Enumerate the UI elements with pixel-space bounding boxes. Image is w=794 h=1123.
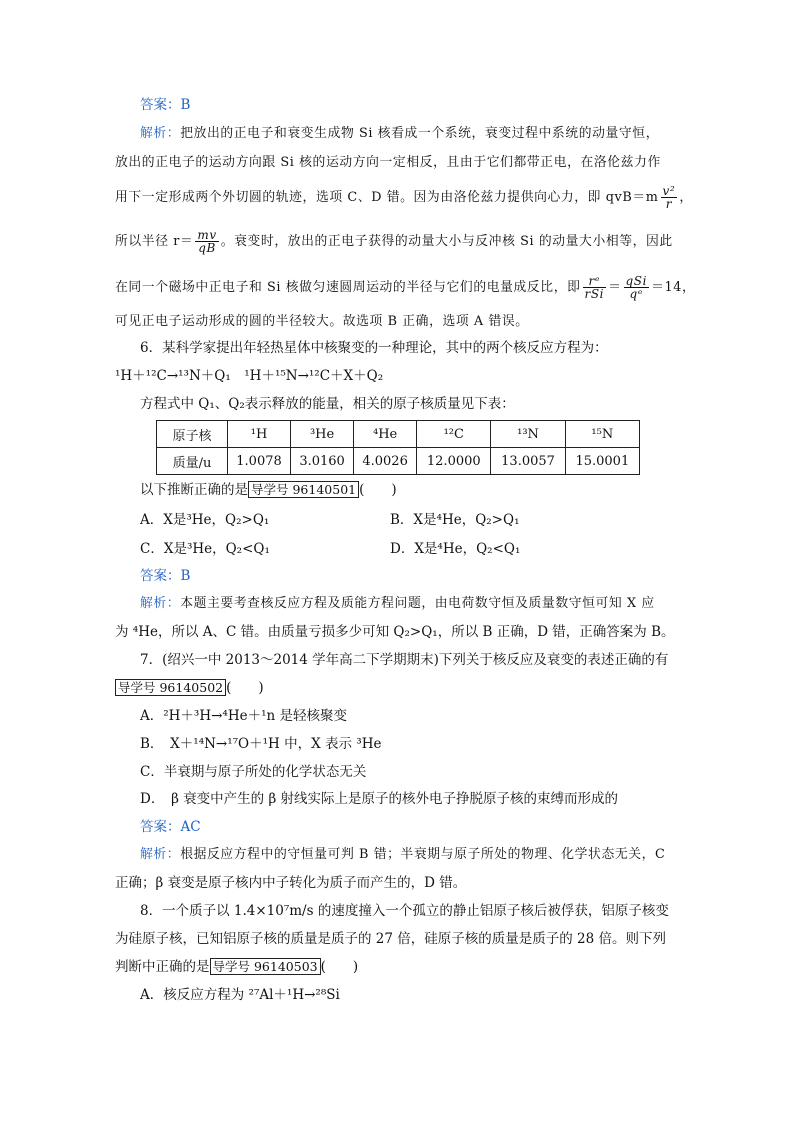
- guide-number-link[interactable]: 导学号 96140503: [210, 958, 321, 975]
- table-header-cell: 原子核: [157, 421, 228, 448]
- answer-label: 答案：: [140, 568, 181, 584]
- table-cell: ³He: [291, 421, 354, 448]
- option-a: A．X是³He，Q₂>Q₁: [140, 512, 270, 528]
- q6-stem: 6．某科学家提出年轻热星体中核聚变的一种理论，其中的两个核反应方程为：: [140, 340, 608, 356]
- explanation-text: 。衰变时，放出的正电子获得的动量大小与反冲核 Si 的动量大小相等，因此: [220, 234, 673, 249]
- question-text: 判断中正确的是: [115, 959, 210, 975]
- q5-explanation-line-2: [115, 153, 685, 173]
- answer-value: B: [180, 568, 191, 584]
- fraction-re-over-rsi: [583, 275, 607, 300]
- answer-label: 答案：: [140, 97, 181, 113]
- answer-blank: ( ): [320, 959, 359, 975]
- q8-option-a: A．核反应方程为 ²⁷Al＋¹H→²⁸Si: [140, 987, 340, 1003]
- q7-explanation-line-1: [140, 845, 710, 865]
- explanation-text: 根据反应方程中的守恒量可判 B 错；半衰期与原子所处的物理、化学状态无关，C: [180, 847, 666, 862]
- frac-denominator: r: [665, 197, 673, 211]
- frac-denominator: qᵉ: [629, 287, 644, 301]
- explanation-label: 解析：: [140, 596, 181, 611]
- q7-option-b: B． X＋¹⁴N→¹⁷O＋¹H 中，X 表示 ³He: [140, 736, 382, 752]
- q5-explanation-line-1: [140, 124, 710, 144]
- explanation-text: 用下一定形成两个外切圆的轨迹，选项 C、D 错。因为由洛伦兹力提供向心力，即 qvB＝m: [115, 190, 659, 205]
- q5-explanation-line-4: [115, 229, 685, 254]
- fraction-mv-over-qb: [195, 229, 218, 254]
- table-header-cell: 质量/u: [157, 448, 228, 475]
- q5-answer: [140, 95, 710, 115]
- q7-option-d: D． β 衰变中产生的 β 射线实际上是原子的核外电子挣脱原子核的束缚而形成的: [140, 791, 619, 807]
- fraction-qsi-over-qe: [624, 275, 650, 300]
- guide-number-link[interactable]: 导学号 96140502: [115, 679, 226, 696]
- q6-options-row-1: [140, 510, 680, 530]
- table-cell: ¹⁵N: [565, 421, 639, 448]
- option-c: C．X是³He，Q₂<Q₁: [140, 541, 270, 557]
- nuclei-mass-table: [156, 420, 640, 475]
- q7-stem: 7．(绍兴一中 2013～2014 学年高二下学期期末)下列关于核反应及衰变的表述正确的有: [140, 652, 669, 668]
- table-cell: 1.0078: [228, 448, 291, 475]
- table-cell: 13.0057: [491, 448, 565, 475]
- frac-numerator: v²: [662, 184, 676, 198]
- answer-blank: ( ): [226, 680, 264, 696]
- q6-table-intro: 方程式中 Q₁、Q₂表示释放的能量，相关的原子核质量见下表：: [140, 396, 515, 412]
- frac-denominator: qB: [198, 241, 216, 255]
- q5-explanation-line-6: [115, 312, 685, 332]
- q5-explanation-line-5: [115, 274, 696, 301]
- table-cell: 3.0160: [291, 448, 354, 475]
- explanation-text: ＝14，: [651, 280, 696, 295]
- explanation-text: 把放出的正电子和衰变生成物 Si 核看成一个系统，衰变过程中系统的动量守恒，: [180, 126, 660, 141]
- explanation-text: 所以半径 r＝: [115, 234, 194, 249]
- q6-equations: ¹H＋¹²C→¹³N＋Q₁ ¹H＋¹⁵N→¹²C＋X＋Q₂: [115, 368, 384, 384]
- table-cell: 4.0026: [354, 448, 417, 475]
- answer-blank: ( ): [359, 482, 397, 498]
- q7-guide-line: [115, 678, 685, 698]
- option-d: D．X是⁴He，Q₂<Q₁: [390, 541, 521, 557]
- table-cell: ¹²C: [417, 421, 491, 448]
- guide-number-link[interactable]: 导学号 96140501: [248, 481, 359, 498]
- frac-numerator: qSi: [625, 274, 648, 288]
- table-cell: ⁴He: [354, 421, 417, 448]
- fraction-v2-over-r: [661, 185, 678, 210]
- explanation-text: 本题主要考查核反应方程及质能方程问题，由电荷数守恒及质量数守恒可知 X 应: [180, 596, 655, 611]
- option-b: B．X是⁴He，Q₂>Q₁: [390, 512, 520, 528]
- answer-value: AC: [180, 819, 201, 835]
- q6-ask: [140, 480, 710, 500]
- q6-explanation-line-2: 为 ⁴He，所以 A、C 错。由质量亏损多少可知 Q₂>Q₁，所以 B 正确，D 错，正确答案为 B。: [115, 624, 675, 640]
- q7-option-c: C．半衰期与原子所处的化学状态无关: [140, 764, 367, 780]
- q6-answer: [140, 566, 710, 586]
- table-cell: ¹³N: [491, 421, 565, 448]
- q7-explanation-line-2: 正确；β 衰变是原子核内中子转化为质子而产生的，D 错。: [115, 875, 467, 891]
- frac-numerator: mv: [197, 228, 217, 242]
- q8-stem-line-1: 8．一个质子以 1.4×10⁷m/s 的速度撞入一个孤立的静止铝原子核后被俘获，铝原子核变: [140, 903, 669, 919]
- table-row: [157, 421, 640, 448]
- answer-label: 答案：: [140, 819, 181, 835]
- q5-explanation-line-3: [115, 184, 693, 211]
- table-cell: 15.0001: [565, 448, 639, 475]
- explanation-text: 放出的正电子的运动方向跟 Si 核的运动方向一定相反，且由于它们都带正电，在洛伦兹力作: [115, 155, 661, 170]
- table-row: [157, 448, 640, 475]
- explanation-label: 解析：: [140, 847, 181, 862]
- q8-stem-line-2: 为硅原子核，已知铝原子核的质量是质子的 27 倍，硅原子核的质量是质子的 28 倍。则下列: [115, 931, 667, 947]
- q7-option-a: A．²H＋³H→⁴He＋¹n 是轻核聚变: [140, 708, 348, 724]
- explanation-text: 在同一个磁场中正电子和 Si 核做匀速圆周运动的半径与它们的电量成反比，即: [115, 280, 581, 295]
- q7-answer: [140, 817, 710, 837]
- explanation-text: 可见正电子运动形成的圆的半径较大。故选项 B 正确，选项 A 错误。: [115, 314, 529, 329]
- table-cell: 12.0000: [417, 448, 491, 475]
- q6-explanation-line-1: [140, 594, 710, 614]
- question-text: 以下推断正确的是: [140, 482, 248, 498]
- explanation-text: ，: [679, 190, 693, 205]
- frac-numerator: rᵉ: [583, 275, 607, 288]
- frac-denominator: rSi: [584, 287, 605, 301]
- table-cell: ¹H: [228, 421, 291, 448]
- answer-value: B: [180, 97, 191, 113]
- q8-ask: [115, 957, 685, 977]
- q6-options-row-2: [140, 539, 680, 559]
- explanation-label: 解析：: [140, 126, 181, 141]
- equals-sign: ＝: [608, 280, 622, 295]
